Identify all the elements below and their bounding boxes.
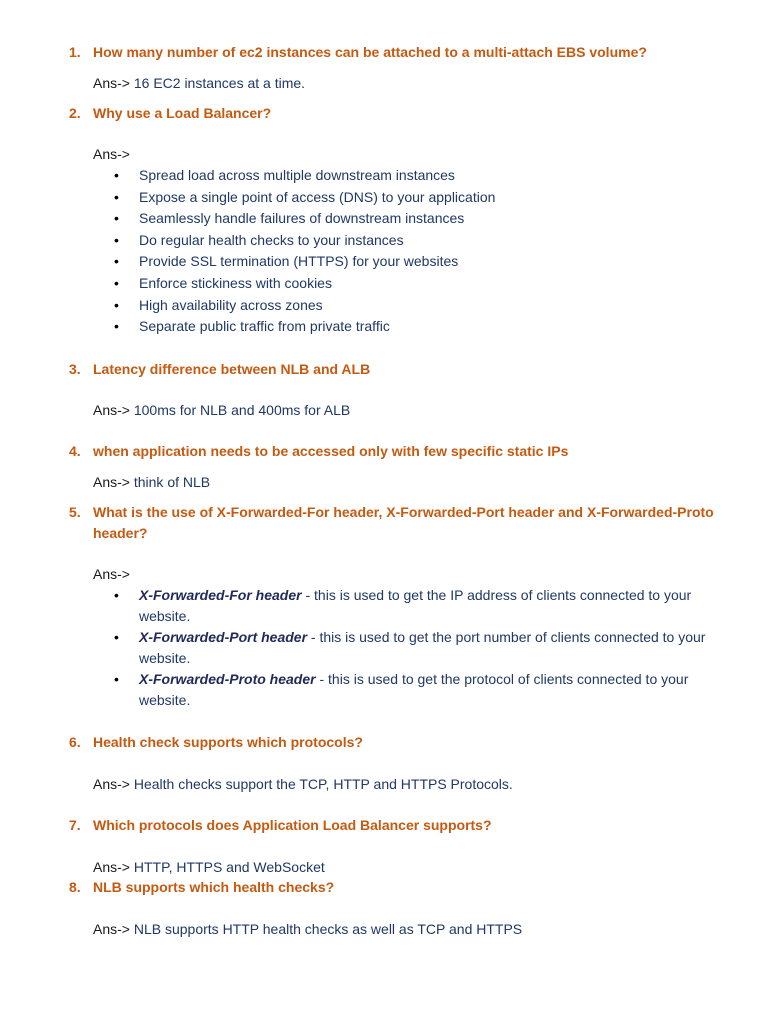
question-text: Which protocols does Application Load Balancer supports?	[93, 817, 492, 833]
question-number: 5.	[69, 504, 81, 520]
list-item-text: Expose a single point of access (DNS) to your application	[139, 188, 496, 205]
question-number: 7.	[69, 817, 81, 833]
bullet-icon: •	[114, 253, 119, 270]
answer-6	[93, 774, 513, 794]
list-item-text: Separate public traffic from private traffic	[139, 318, 390, 335]
question-number: 2.	[69, 105, 81, 121]
answer-prefix: Ans->	[93, 402, 130, 418]
answer-text: 16 EC2 instances at a time.	[133, 75, 306, 91]
question-text: Health check supports which protocols?	[93, 734, 363, 750]
list-item	[0, 273, 714, 295]
bullet-icon: •	[114, 318, 119, 335]
list-item-text: Seamlessly handle failures of downstream instances	[139, 210, 465, 227]
header-term: X-Forwarded-Port header	[139, 629, 308, 645]
bullet-icon: •	[114, 188, 119, 205]
bullet-icon: •	[114, 210, 119, 227]
list-item-text: High availability across zones	[139, 296, 323, 313]
list-item	[0, 230, 714, 252]
list-item	[0, 585, 714, 627]
answer-text: NLB supports HTTP health checks as well as TCP and HTTPS	[133, 921, 523, 937]
question-number: 3.	[69, 361, 81, 377]
bullet-icon: •	[114, 231, 119, 248]
answer-prefix: Ans->	[93, 776, 130, 792]
answer-5	[93, 564, 130, 584]
answer-7	[93, 857, 325, 877]
bullet-icon: •	[114, 274, 119, 291]
bullet-icon: •	[114, 296, 119, 313]
answer-4	[93, 472, 210, 492]
answer-prefix: Ans->	[93, 146, 130, 162]
list-item-text: Do regular health checks to your instances	[139, 231, 404, 248]
answer-text: 100ms for NLB and 400ms for ALB	[133, 402, 351, 418]
list-item	[0, 295, 714, 317]
question-number: 1.	[69, 44, 81, 60]
answer-prefix: Ans->	[93, 921, 130, 937]
question-number: 8.	[69, 879, 81, 895]
header-term: X-Forwarded-For header	[139, 587, 302, 603]
question-text: Why use a Load Balancer?	[93, 105, 272, 121]
list-item	[0, 251, 714, 273]
list-item	[0, 187, 714, 209]
header-description: - this is used to get the port number of clients connected to your website.	[139, 629, 706, 666]
bullet-icon: •	[114, 587, 119, 603]
question-text: How many number of ec2 instances can be attached to a multi-attach EBS volume?	[93, 44, 647, 60]
header-description: - this is used to get the protocol of clients connected to your website.	[139, 671, 689, 708]
list-item	[0, 669, 714, 711]
header-description: - this is used to get the IP address of clients connected to your website.	[139, 587, 692, 624]
bullet-icon: •	[114, 671, 119, 687]
answer-prefix: Ans->	[93, 566, 130, 582]
answer-3	[93, 400, 350, 420]
answer-2	[93, 144, 130, 164]
answer-prefix: Ans->	[93, 474, 130, 490]
header-term: X-Forwarded-Proto header	[139, 671, 316, 687]
answer-prefix: Ans->	[93, 75, 130, 91]
answer-text: think of NLB	[133, 474, 211, 490]
bullet-list-headers	[0, 585, 768, 711]
answer-prefix: Ans->	[93, 859, 130, 875]
list-item	[0, 316, 714, 338]
question-text: What is the use of X-Forwarded-For header, X-Forwarded-Port header and X-Forwarded-Proto header?	[93, 504, 714, 541]
bullet-list-load-balancer	[0, 165, 768, 338]
question-text: NLB supports which health checks?	[93, 879, 335, 895]
list-item	[0, 627, 714, 669]
question-number: 6.	[69, 734, 81, 750]
list-item-text: Provide SSL termination (HTTPS) for your websites	[139, 253, 459, 270]
bullet-icon: •	[114, 629, 119, 645]
list-item-text: Spread load across multiple downstream instances	[139, 167, 455, 183]
answer-1	[93, 73, 305, 93]
question-text: Latency difference between NLB and ALB	[93, 361, 371, 377]
question-number: 4.	[69, 443, 81, 459]
answer-text: Health checks support the TCP, HTTP and HTTPS Protocols.	[133, 776, 513, 792]
question-text: when application needs to be accessed only with few specific static IPs	[93, 443, 569, 459]
list-item-text: Enforce stickiness with cookies	[139, 274, 332, 291]
list-item	[0, 208, 714, 230]
list-item	[0, 165, 714, 187]
answer-text: HTTP, HTTPS and WebSocket	[133, 859, 325, 875]
answer-8	[93, 919, 522, 939]
bullet-icon: •	[114, 167, 119, 183]
